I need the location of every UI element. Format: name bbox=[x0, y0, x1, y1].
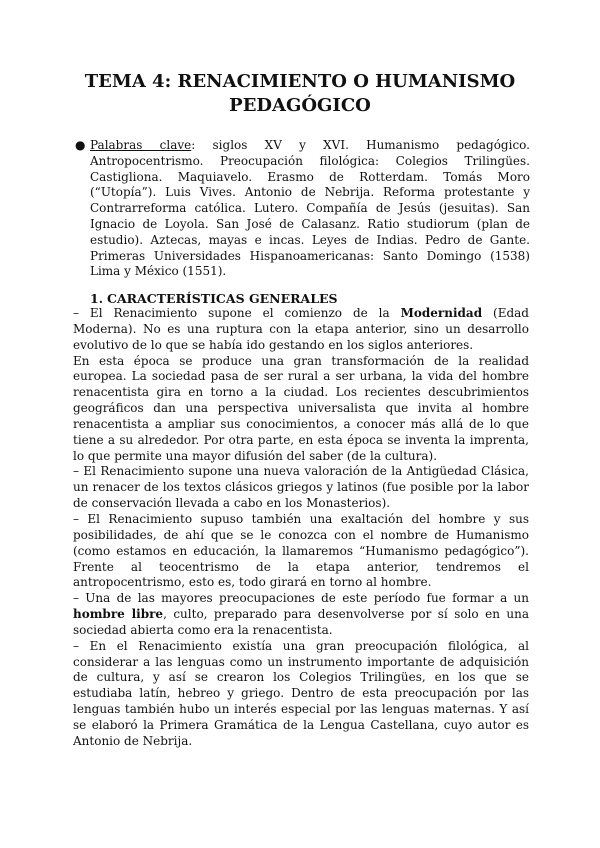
paragraph-antiguedad: – El Renacimiento supone una nueva valoración de la Antigüedad Clásica, un renacer de los textos clásicos griegos y latinos (fue posible por la labor de conservación llevada a cabo en los Monasterios). bbox=[73, 464, 529, 511]
page-title: TEMA 4: RENACIMIENTO O HUMANISMO PEDAGÓGICO bbox=[84, 71, 516, 116]
keywords-list-item bbox=[75, 138, 530, 280]
paragraph-hombre-libre bbox=[73, 591, 529, 639]
bold-term-hombre-libre: hombre libre bbox=[73, 607, 164, 622]
paragraph-filologia: – En el Renacimiento existía una gran preocupación filológica, al considerar a las lenguas como un instrumento importante de adquisición de cultura, y así se crearon los Colegios Trilingües, en los que se estudiaba latín, hebreo y griego. Dentro de esta preocupación por las lenguas también hubo un interés especial por las lenguas maternas. Y así se elaboró la Primera Gramática de la Lengua Castellana, cuyo autor es Antonio de Nebrija. bbox=[73, 638, 529, 748]
paragraph-humanismo: – El Renacimiento supuso también una exaltación del hombre y sus posibilidades, de ahí que se le conozca con el nombre de Humanismo (como estamos en educación, la llamaremos “Humanismo pedagógico”). Frente al teocentrismo de la etapa anterior, tendremos el antropocentrismo, esto es, todo girará en torno al hombre. bbox=[73, 511, 529, 590]
section-number: 1. bbox=[90, 291, 104, 306]
paragraph-text: (Edad Moderna). No es una ruptura con la etapa anterior, sino un desarrollo evolutivo de lo que se había ido gestando en los siglos anteriores. bbox=[73, 306, 529, 352]
paragraph-text: – Una de las mayores preocupaciones de este período fue formar a un bbox=[73, 591, 529, 606]
paragraph-text: , culto, preparado para desenvolverse por sí solo en una sociedad abierta como era la renacentista. bbox=[73, 607, 530, 637]
body-text bbox=[73, 306, 529, 750]
keywords-label: Palabras clave bbox=[90, 138, 192, 152]
bold-term-modernidad: Modernidad bbox=[400, 306, 483, 320]
section-title: CARACTERÍSTICAS GENERALES bbox=[107, 291, 338, 306]
keywords-text: : siglos XV y XVI. Humanismo pedagógico. Antropocentrismo. Preocupación filológica: Colegios Trilingües. Castigliona. Maquiavelo. Erasmo de Rotterdam. Tomás Moro (“Utopía”). Luis Vives. Antonio de Nebrija. Reforma protestante y Contrarreforma católica. Lutero. Compañía de Jesús (jesuitas). San Ignacio de Loyola. San José de Calasanz. Ratio studiorum (plan de estudio). Aztecas, mayas e incas. Leyes de Indias. Pedro de Gante. Primeras Universidades Hispanoamericanas: Santo Domingo (1538) Lima y México (1551). bbox=[90, 138, 530, 279]
paragraph-text: – El Renacimiento supone el comienzo de la bbox=[73, 306, 401, 320]
paragraph-modernidad bbox=[73, 306, 529, 354]
bullet-icon: ● bbox=[75, 138, 86, 152]
paragraph-transformacion: En esta época se produce una gran transformación de la realidad europea. La sociedad pasa de ser rural a ser urbana, la vida del hombre renacentista gira en torno a la ciudad. Los recientes descubrimientos geográficos dan una perspectiva universalista que invita al hombre renacentista a ampliar sus conocimientos, a conocer más allá de lo que tiene a su alrededor. Por otra parte, en esta época se inventa la imprenta, lo que permite una mayor difusión del saber (de la cultura). bbox=[73, 353, 529, 463]
section-heading bbox=[90, 291, 338, 307]
